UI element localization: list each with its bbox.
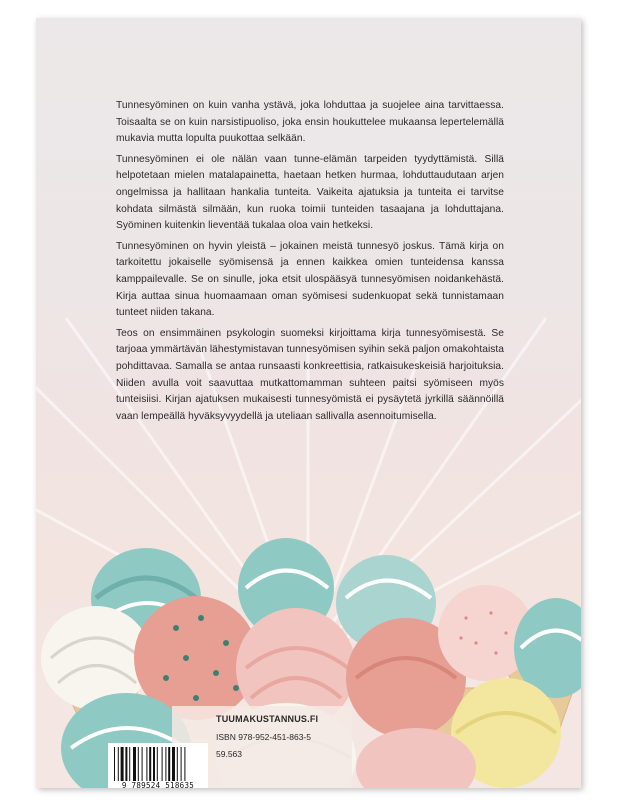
isbn-barcode bbox=[108, 743, 208, 788]
blurb-paragraph-3: Tunnesyöminen on hyvin yleistä – jokainen meistä tunnesyö joskus. Tämä kirja on tarkoitettu jokaiselle syömisensä ja ennen kaikkea omien tunteidensa kanssa kamppailevalle. Se on sinulle, joka etsit ulospääsyä tunnesyömisen noidankehästä. Kirja auttaa sinua huomaamaan oman syömisesi sudenkuopat sekä tunnistamaan tunteet niiden takana. bbox=[116, 240, 504, 319]
barcode-number: 9 789524 518635 bbox=[121, 781, 195, 788]
publisher-website: TUUMAKUSTANNUS.FI bbox=[216, 714, 319, 724]
book-back-cover bbox=[36, 18, 581, 788]
isbn-text: ISBN 978-952-451-863-5 bbox=[216, 732, 311, 742]
blurb-paragraph-1: Tunnesyöminen on kuin vanha ystävä, joka lohduttaa ja suojelee aina tarvittaessa. Toisaalta se on kuin narsistipuoliso, joka ensin houkuttelee mukaansa lepertelemällä mukavia mutta lopulta puukottaa selkään. bbox=[116, 100, 504, 145]
blurb-paragraph-2: Tunnesyöminen ei ole nälän vaan tunne-elämän tarpeiden tyydyttämistä. Sillä helpotetaan mielen matalapainetta, haetaan hetken hurmaa, lohduttaudutaan arjen ongelmissa ja hallitaan hankalia tunteita. Vaikeita ajatuksia ja tunteita ei tarvitse kohdata silmästä silmään, kun ruoka toimii tunteiden tasaajana ja lohduttajana. Syöminen kuitenkin lieventää tukalaa oloa vain hetkeksi. bbox=[116, 153, 504, 232]
barcode-bars bbox=[114, 747, 202, 781]
library-class-number: 59.563 bbox=[216, 749, 242, 759]
blurb-paragraph-4: Teos on ensimmäinen psykologin suomeksi kirjoittama kirja tunnesyömisestä. Se tarjoaa ymmärtävän lähestymistavan tunnesyömisen syihin sekä paljon omakohtaista pohdittavaa. Samalla se antaa runsaasti konkreettisia, ratkaisukeskeisiä harjoituksia. Niiden avulla voit saavuttaa mutkattomamman suhteen paitsi syömiseen myös tunteisiisi. Kirjan ajatuksen mukaisesti tunnesyömistä ei pysäytetä jyrkillä säännöillä vaan lempeällä hyväksyvyydellä ja uteliaan sallivalla asennoitumisella. bbox=[116, 327, 504, 422]
back-cover-blurb bbox=[116, 98, 504, 429]
